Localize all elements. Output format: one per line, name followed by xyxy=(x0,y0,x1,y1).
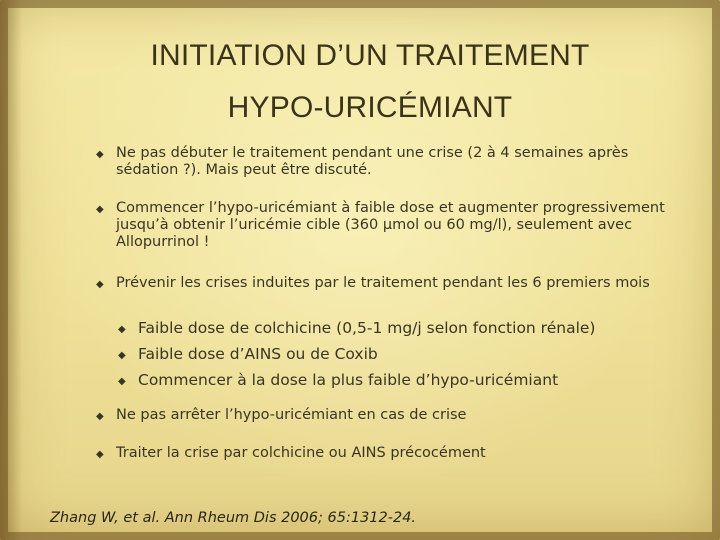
slide-title xyxy=(90,30,650,134)
bullet-text: Traiter la crise par colchicine ou AINS précocément xyxy=(116,445,486,461)
reference-citation: Zhang W, et al. Ann Rheum Dis 2006; 65:1312-24. xyxy=(50,510,417,526)
book-binding-shadow xyxy=(0,0,22,540)
sub-bullet-item xyxy=(118,371,678,389)
bullet-text: Commencer l’hypo-uricémiant à faible dose et augmenter progressivement jusqu’à obtenir l’uricémie cible (360 µmol ou 60 mg/l), seulement avec Allopurrinol ! xyxy=(116,200,665,250)
diamond-bullet-icon: ◆ xyxy=(118,350,126,361)
diamond-bullet-icon: ◆ xyxy=(96,449,104,460)
sub-bullet-item xyxy=(118,345,678,363)
diamond-bullet-icon: ◆ xyxy=(118,324,126,335)
sub-bullet-text: Faible dose de colchicine (0,5-1 mg/j selon fonction rénale) xyxy=(138,319,596,337)
title-line-2: HYPO-URICÉMIANT xyxy=(227,91,513,124)
bullet-item xyxy=(96,445,676,462)
sub-bullet-text: Faible dose d’AINS ou de Coxib xyxy=(138,345,378,363)
diamond-bullet-icon: ◆ xyxy=(96,411,104,422)
bullet-item xyxy=(96,275,676,292)
diamond-bullet-icon: ◆ xyxy=(96,279,104,290)
bullet-text: Ne pas débuter le traitement pendant une crise (2 à 4 semaines après sédation ?). Mais peut être discuté. xyxy=(116,145,629,178)
bullet-item xyxy=(96,145,676,179)
diamond-bullet-icon: ◆ xyxy=(96,204,104,215)
sub-bullet-text: Commencer à la dose la plus faible d’hypo-uricémiant xyxy=(138,371,559,389)
bullet-item xyxy=(96,407,676,424)
bullet-text: Ne pas arrêter l’hypo-uricémiant en cas de crise xyxy=(116,407,467,423)
diamond-bullet-icon: ◆ xyxy=(96,149,104,160)
sub-bullet-item xyxy=(118,319,678,337)
diamond-bullet-icon: ◆ xyxy=(118,376,126,387)
title-line-1: INITIATION D’UN TRAITEMENT xyxy=(150,39,590,72)
bullet-text: Prévenir les crises induites par le traitement pendant les 6 premiers mois xyxy=(116,275,650,291)
bullet-item xyxy=(96,200,676,251)
